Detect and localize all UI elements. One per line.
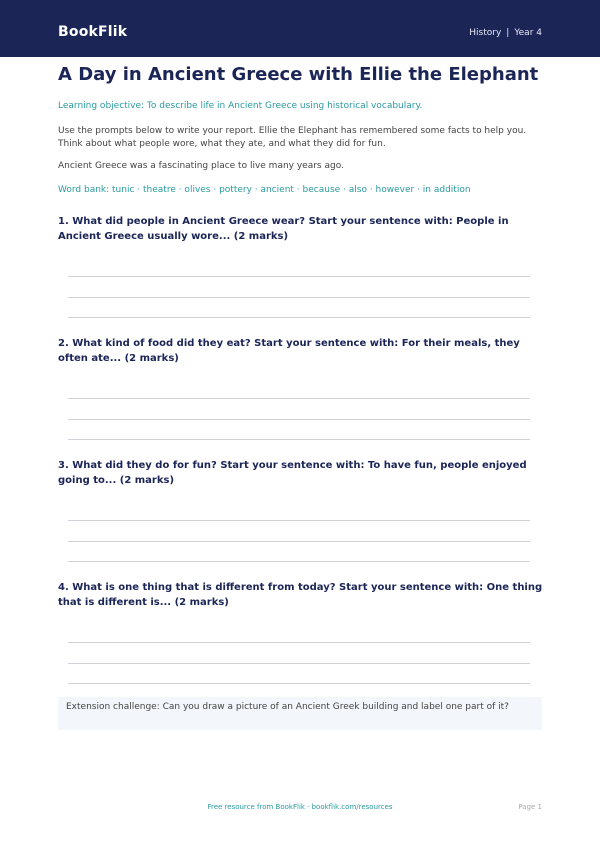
question-text: 4. What is one thing that is different from today? Start your sentence with: One thing that is different is... (2 marks) <box>58 582 543 608</box>
meta-separator: | <box>506 28 510 38</box>
answer-line[interactable] <box>68 642 530 643</box>
learning-objective: Learning objective: To describe life in Ancient Greece using historical vocabulary. <box>58 101 423 111</box>
question-1 <box>58 214 544 244</box>
question-2 <box>58 336 544 366</box>
answer-line[interactable] <box>68 317 530 318</box>
footer-credit: Free resource from BookFlik · bookflik.com/resources <box>207 803 393 811</box>
header-meta <box>469 28 542 38</box>
extension-challenge-text: Extension challenge: Can you draw a picture of an Ancient Greek building and label one part of it? <box>66 702 509 712</box>
answer-line[interactable] <box>68 276 530 277</box>
question-4 <box>58 580 544 610</box>
page-header <box>0 0 600 57</box>
worksheet-title: A Day in Ancient Greece with Ellie the Elephant <box>58 64 539 85</box>
brand-logo: BookFlik <box>58 24 128 40</box>
answer-line[interactable] <box>68 297 530 298</box>
question-text: 2. What kind of food did they eat? Start your sentence with: For their meals, they often ate... (2 marks) <box>58 338 520 364</box>
question-3 <box>58 458 544 488</box>
answer-line[interactable] <box>68 683 530 684</box>
context-text: Ancient Greece was a fascinating place to live many years ago. <box>58 161 344 171</box>
word-bank: Word bank: tunic · theatre · olives · pottery · ancient · because · also · however · in addition <box>58 185 471 195</box>
page-number: Page 1 <box>518 803 542 811</box>
answer-line[interactable] <box>68 398 530 399</box>
subject-label: History <box>469 28 502 38</box>
answer-line[interactable] <box>68 541 530 542</box>
answer-line[interactable] <box>68 439 530 440</box>
question-text: 1. What did people in Ancient Greece wear? Start your sentence with: People in Ancient Greece usually wore... (2 marks) <box>58 216 509 242</box>
answer-line[interactable] <box>68 663 530 664</box>
answer-line[interactable] <box>68 561 530 562</box>
instructions-text: Use the prompts below to write your report. Ellie the Elephant has remembered some facts to help you. Think about what people wore, what they ate, and what they did for fun. <box>58 126 527 149</box>
answer-line[interactable] <box>68 419 530 420</box>
question-text: 3. What did they do for fun? Start your sentence with: To have fun, people enjoyed going to... (2 marks) <box>58 460 527 486</box>
answer-line[interactable] <box>68 520 530 521</box>
extension-challenge-box <box>58 697 542 730</box>
year-label: Year 4 <box>514 28 542 38</box>
